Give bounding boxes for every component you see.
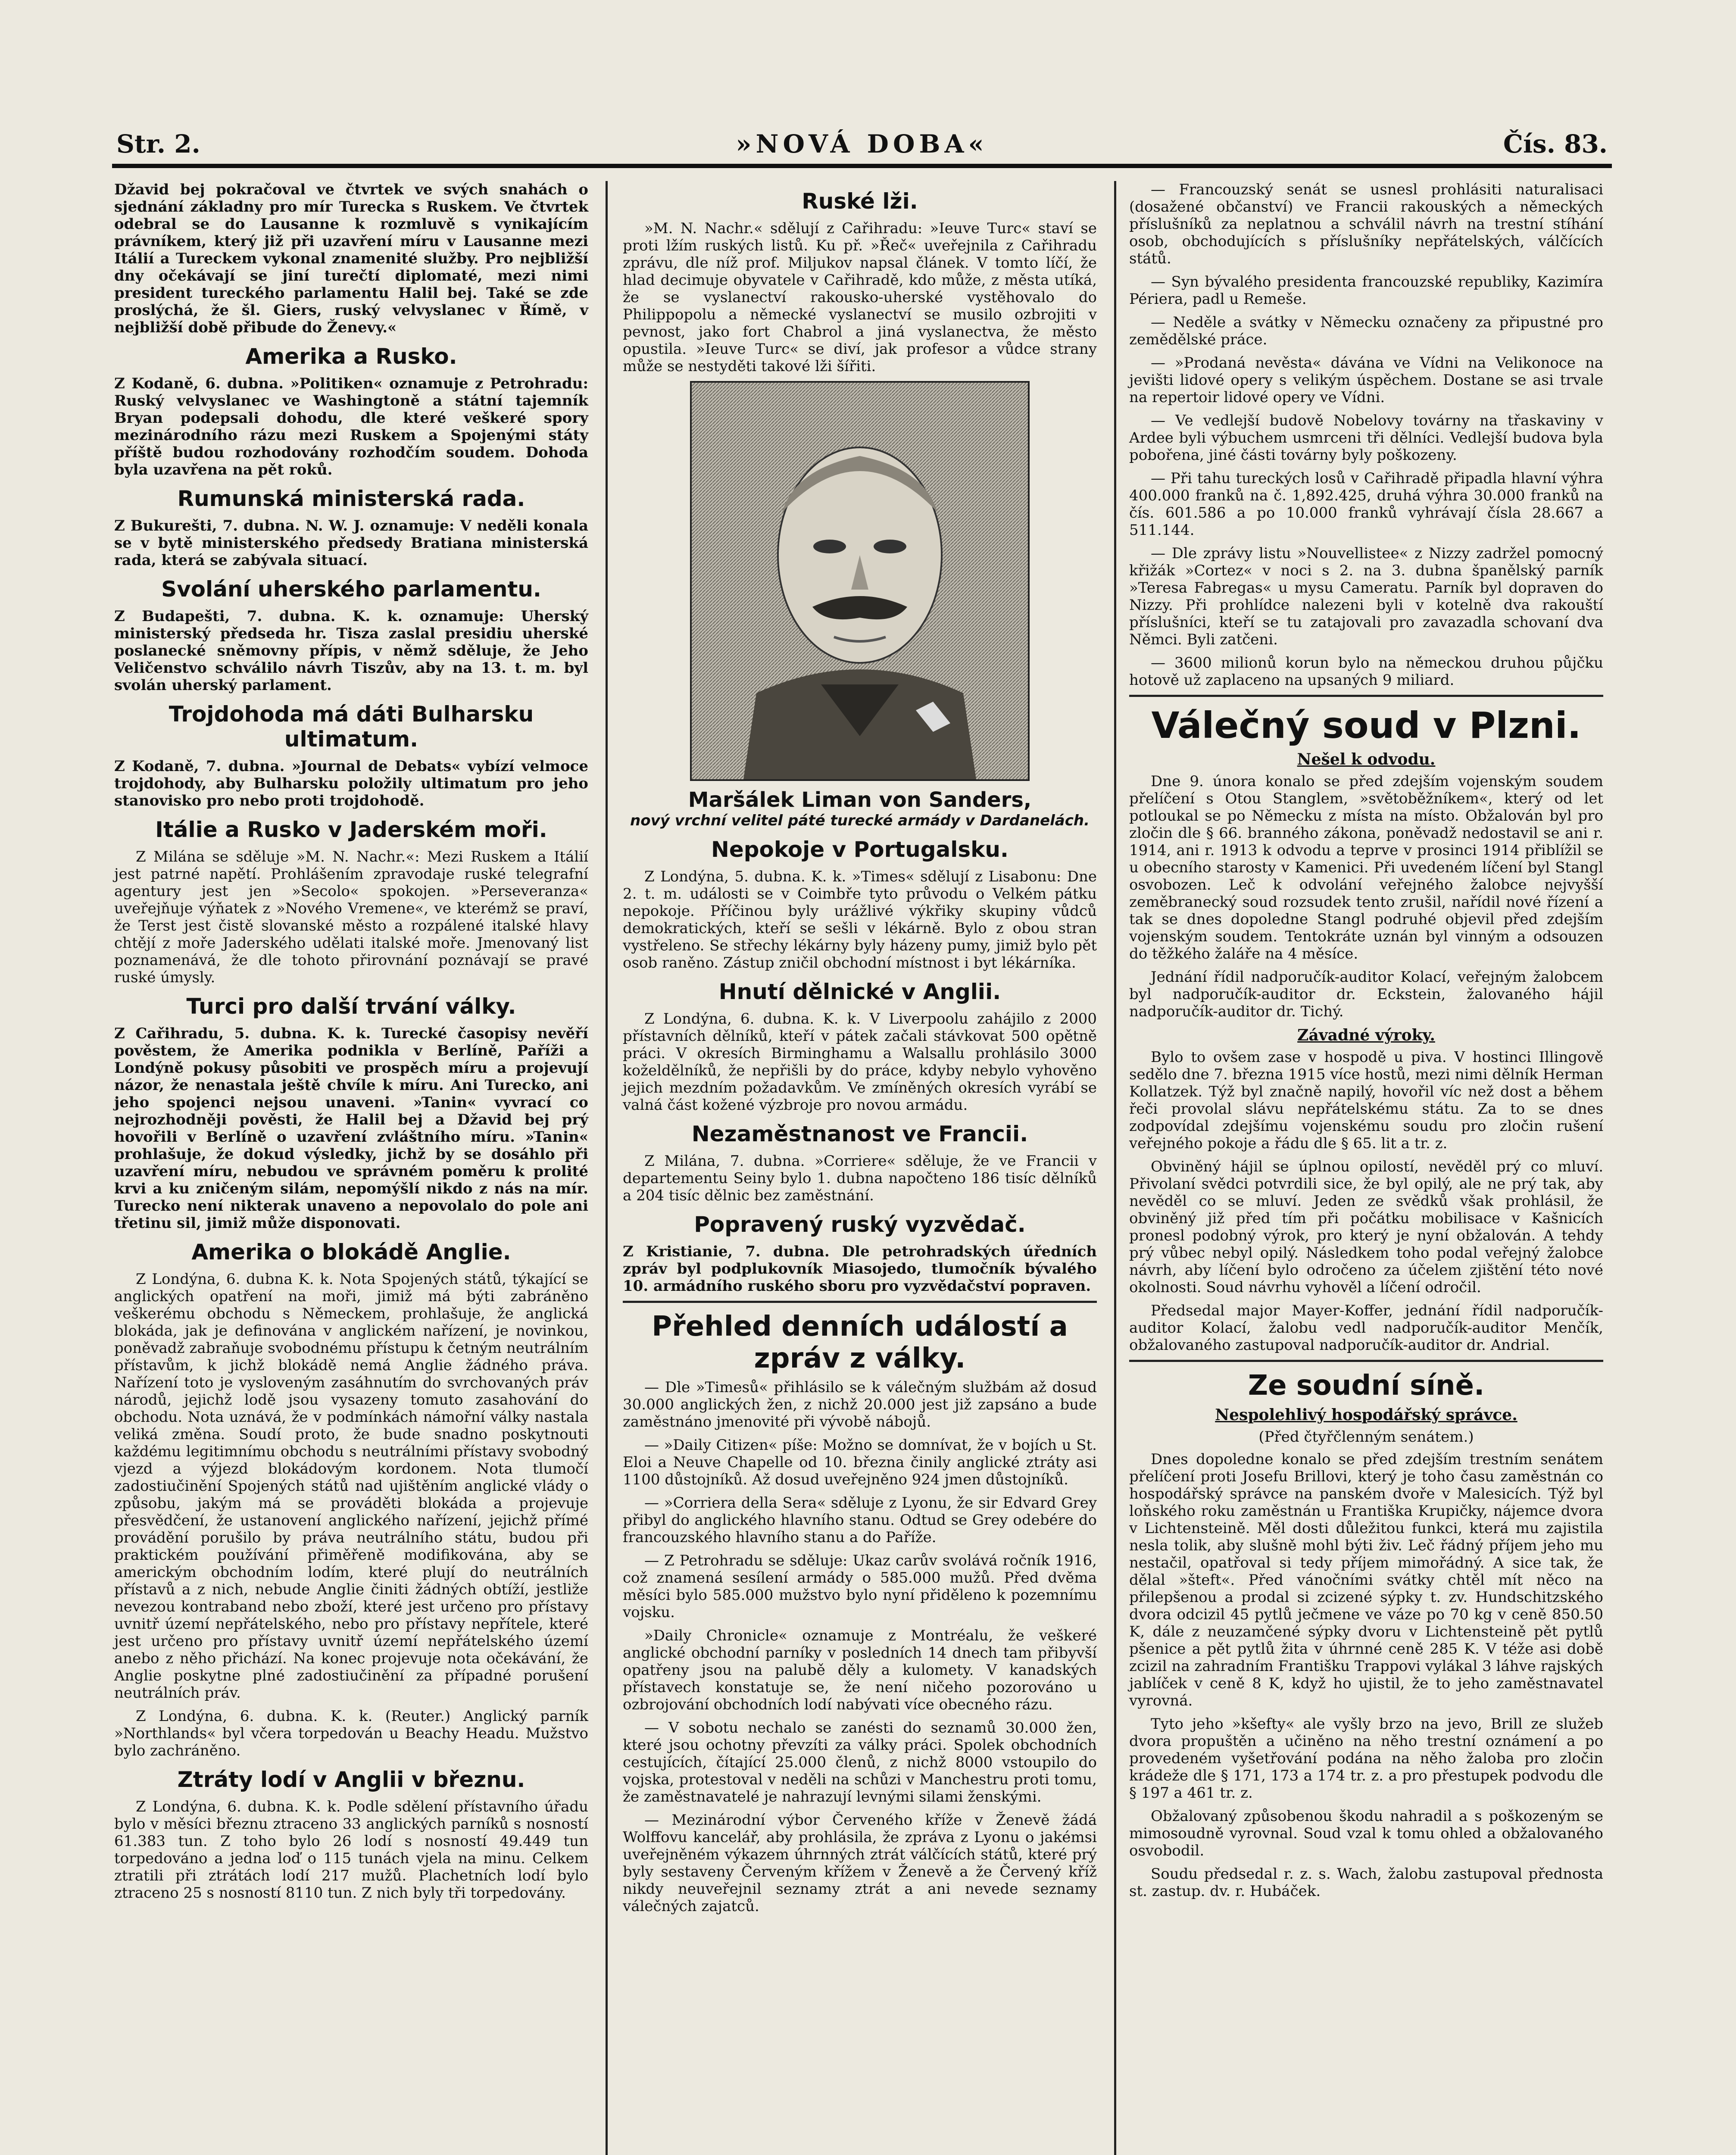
- lead-paragraph: Z Budapešti, 7. dubna. K. k. oznamuje: Uherský ministerský předseda hr. Tisza zaslal presidiu uherské poslanecké sněmovny přípis, v němž sděluje, že Jeho Veličenstvo schválilo návrh Tiszův, aby na 13. t. m. byl svolán uherský parlament.: [114, 608, 588, 694]
- masthead: [116, 125, 1608, 164]
- paragraph: — Mezinárodní výbor Červeného kříže v Ženevě žádá Wolffovu kancelář, aby prohlásila, že zpráva z Lyonu o jakémsi uveřejněném výkazem úhrnných ztrát válčících států, které prý byly sestaveny Červeným křížem v Ženevě a že Červený kříž nikdy neuveřejnil seznamy ztrát a ani nevede seznamy válečných zajatců.: [623, 1811, 1097, 1915]
- paragraph: Z Londýna, 6. dubna. K. k. Podle sdělení přístavního úřadu bylo v měsíci březnu ztraceno 33 anglických parníků s nosností 61.383 tun. Z toho bylo 26 lodí s nosností 49.449 tun torpedováno a jedna loď o 115 tunách vjela na minu. Celkem ztratili při ztrátách lodí 217 mužů. Plachetních lodí bylo ztraceno 25 s nosností 8110 tun. Z nich byly tři torpedovány.: [114, 1798, 588, 1902]
- lead-paragraph: Z Bukurešti, 7. dubna. N. W. J. oznamuje: V neděli konala se v bytě ministerského předsedy Bratiana ministerská rada, která se zabývala situací.: [114, 517, 588, 569]
- column-divider-2: [1114, 181, 1116, 2155]
- subheading: Nespolehlivý hospodářský správce.: [1215, 1406, 1517, 1424]
- lead-paragraph: Džavid bej pokračoval ve čtvrtek ve svých snahách o sjednání základny pro mír Turecka s Ruskem. Ve čtvrtek odebral se do Lausanne k rozmluvě s vynikajícím právníkem, který již při uzavření míru v Lausanne mezi Itálií a Tureckem vykonal znamenité služby. Pro nejbližší dny očekávají se jiní turečtí diplomaté, mezi nimi president tureckého parlamentu Halil bej. Také se zde proslýchá, že šl. Giers, ruský velvyslanec v Římě, v nejbližší době přibude do Ženevy.«: [114, 181, 588, 336]
- column-2: [623, 181, 1097, 1921]
- article-heading: Hnutí dělnické v Anglii.: [718, 979, 1001, 1004]
- article-heading: Amerika o blokádě Anglie.: [191, 1240, 511, 1265]
- paragraph: — Při tahu tureckých losů v Cařihradě připadla hlavní výhra 400.000 franků na č. 1,892.425, druhá výhra 30.000 franků na čís. 601.586 a po 10.000 franků vyhrávají čísla 28.667 a 511.144.: [1129, 470, 1603, 539]
- paragraph: Z Londýna, 5. dubna. K. k. »Times« sdělují z Lisabonu: Dne 2. t. m. události se v Coimbře tyto průvodu o Velkém pátku nepokoje. Příčinou byly urážlivé výkřiky skupiny vůdců demokratických, kteří se sešli v lékárně. Bylo z obou stran vystřeleno. Se střechy lékárny byly házeny pumy, jimiž bylo pět osob raněno. Zástup zničil obchodní místnost i byt lékárníka.: [623, 868, 1097, 971]
- article-heading: Itálie a Rusko v Jaderském moři.: [155, 817, 547, 842]
- article-heading: Rumunská ministerská rada.: [177, 486, 525, 511]
- column-3: [1129, 181, 1603, 1906]
- lead-paragraph: Z Kristianie, 7. dubna. Dle petrohradských úředních zpráv byl podplukovník Miasojedo, tlumočník bývalého 10. armádního ruského sboru pro vyzvědačství popraven.: [623, 1243, 1097, 1295]
- article-heading: Turci pro další trvání války.: [186, 994, 516, 1019]
- paragraph: — Dle zprávy listu »Nouvellistee« z Nizzy zadržel pomocný křižák »Cortez« v noci s 2. na 3. dubna španělský parník »Teresa Fabregas« u mysu Cameratu. Parník byl dopraven do Nizzy. Při prohlídce nalezeni byli v kotelně dva rakouští příslušníci, kteří se tu zatajovali pro zavazadla schovaní dva Němci. Byli zatčeni.: [1129, 545, 1603, 648]
- paragraph: Obviněný hájil se úplnou opilostí, nevěděl prý co mluví. Přivolaní svědci potvrdili sice, že byl opilý, ale ne prý tak, aby nevěděl co se mluví. Jeden ze svědků však prohlásil, že obviněný již před tím při počátku mobilisace v Kašnicích pronesl podobný výrok, pro který je nyní obžalován. A tehdy prý vůbec nebyl opilý. Následkem toho podal veřejný žalobce návrh, aby líčení bylo odročeno za účelem zjištění této nové okolnosti. Soud návrhu vyhověl a líčení odročil.: [1129, 1158, 1603, 1296]
- paragraph: Z Londýna, 6. dubna K. k. Nota Spojených států, týkající se anglických opatření na moři, jimiž má býti zabráněno veškerému obchodu s Německem, prohlašuje, že anglická blokáda, jak je definována v anglickém nařízení, je novinkou, poněvadž zabraňuje svobodnému přístupu k četným neutrálním přístavům, k jichž blokádě nemá Anglie žádného práva. Nařízení toto je vysloveným zasáhnutím do svrchovaných práv národů, jejichž lodě jsou vysazeny tomuto zasahování do obchodu. Nota uznává, že v podmínkách námořní války nastala veliká změna. Soudí proto, že bude snadno poskytnouti každému legitimnímu obchodu s neutrálními přístavy svobodný vjezd a výjezd blokádovým kordonem. Nota tlumočí zadostiučinění Spojených států nad ujištěním anglické vlády o způsobu, jakým má se prováděti blokáda a projevuje přesvědčení, že ustanovení anglického nařízení, jejichž přímé provádění porušilo by práva neutrálního státu, budou při praktickém používání přiměřeně modifikována, aby se americkým obchodním lodím, které plují do neutrálních přístavů a z nich, nebude Anglie činiti žádných obtíží, jestliže nevezou kontraband nebo zboží, které jest určeno pro přístavy uvnitř území nepřátelského, nebo pro přístavy nepřítele, které jest určeno pro přístavy uvnitř území nepřátelského území anebo z něho přichází. Na konec projevuje nota očekávání, že Anglie poskytne plné zadostiučinění za případné porušení neutrálních práv.: [114, 1271, 588, 1702]
- section-headline: Přehled denních událostí a zpráv z války.: [652, 1311, 1068, 1374]
- paragraph: — »Corriera della Sera« sděluje z Lyonu, že sir Edvard Grey přibyl do anglického hlavního stanu. Odtud se Grey odebére do francouzského hlavního stanu a do Paříže.: [623, 1494, 1097, 1546]
- subheading: Závadné výroky.: [1297, 1026, 1435, 1044]
- paragraph: Dnes dopoledne konalo se před zdejším trestním senátem přelíčení proti Josefu Brillovi, který je toho času zaměstnán co hospodářský správce na panském dvoře v Malesicích. Týž byl loňského roku zaměstnán u Františka Krupičky, nájemce dvora v Lichtensteině. Měl dosti důležitou funkci, která mu zajistila nesla tolik, aby slušně mohl býti živ. Leč řádný příjem jeho mu nestačil, opatřoval si tedy příjem mimořádný. A sice tak, že dělal »šteft«. Před vánočními svátky chtěl mít něco na přilepšenou a prodal si zcizené sýpky t. zv. Hundschitzského dvora odcizil 45 pytlů ječmene ve váze po 70 kg v ceně 850.50 K, dále z neuzamčené sýpky dvoru v Lichtensteině pět pytlů pšenice a pět pytlů žita v úhrnné ceně 285 K. V téže asi době zcizil na zahradním Františku Trappovi vylákal 3 láhve rajských jablíček v ceně 8 K, když ho ujistil, že to jeho zaměstnavatel vyrovná.: [1129, 1451, 1603, 1709]
- page-number: Str. 2.: [116, 129, 200, 159]
- paragraph: Z Milána, 7. dubna. »Corriere« sděluje, že ve Francii v departementu Seiny bylo 1. dubna napočteno 186 tisíc dělníků a 204 tisíc dělnic bez zaměstnání.: [623, 1152, 1097, 1204]
- paragraph: Bylo to ovšem zase v hospodě u piva. V hostinci Illingově sedělo dne 7. března 1915 více hostů, mezi nimi dělník Herman Kollatzek. Týž byl značně napilý, hovořil víc než dost a během řeči provolal slávu nepřátelskému státu. Za to se dnes zodpovídal zdejšímu vojenskému soudu pro zločin rušení veřejného pokoje a řádu dle § 65. lit a tr. z.: [1129, 1049, 1603, 1152]
- paragraph: — Dle »Timesů« přihlásilo se k válečným službám až dosud 30.000 anglických žen, z nichž 20.000 jest již zapsáno a bude zaměstnáno jmenovité při vývobě nábojů.: [623, 1379, 1097, 1430]
- newspaper-title: »NOVÁ DOBA«: [736, 129, 988, 159]
- paragraph: Tyto jeho »kšefty« ale vyšly brzo na jevo, Brill ze služeb dvora propuštěn a učiněno na něho trestní oznámení a po provedeném vyšetřování podána na něho žaloba pro zločin krádeže dle § 171, 173 a 174 tr. z. a pro přestupek podvodu dle § 197 a 461 tr. z.: [1129, 1715, 1603, 1802]
- paragraph: — Francouzský senát se usnesl prohlásiti naturalisaci (dosažené občanství) ve Francii rakouských a německých příslušníků za neplatnou a schválil návrh na trestní stíhání osob, obchodujících s příslušníky nepřátelských, válčících států.: [1129, 181, 1603, 267]
- issue-number: Čís. 83.: [1503, 129, 1608, 159]
- lead-paragraph: Z Cařihradu, 5. dubna. K. k. Turecké časopisy nevěří pověstem, že Amerika podnikla v Berlíně, Paříži a Londýně pokusy působiti ve prospěch míru a projevují názor, že nenastala ještě chvíle k míru. Ani Turecko, ani jeho spojenci nejsou unaveni. »Tanin« vyvrací co nejrozhodněji pověsti, že Halil bej a Džavid bej prý hovořili v Berlíně o uzavření zvláštního míru. »Tanin« prohlašuje, že dokud výsledky, jichž by se dosáhlo při uzavření míru, nebudou ve správném poměru k prolité krvi a ku zničeným silám, nepomýšlí nikdo z nás na mír. Turecko není nikterak unaveno a nepovolalo do pole ani třetinu sil, jimiž může disponovati.: [114, 1025, 588, 1232]
- section-rule: [1129, 695, 1603, 697]
- subheading-note: (Před čtyřčlenným senátem.): [1258, 1428, 1474, 1446]
- paragraph: Soudu předsedal r. z. s. Wach, žalobu zastupoval přednosta st. zastup. dv. r. Hubáček.: [1129, 1865, 1603, 1900]
- section-rule: [1129, 1360, 1603, 1362]
- paragraph: Dne 9. února konalo se před zdejším vojenským soudem přelíčení s Otou Stanglem, »světoběžníkem«, který od let potloukal se po Německu z místa na místo. Obžalován byl pro zločin dle § 66. branného zákona, poněvadž nedostavil se ani r. 1914, ani r. 1913 k odvodu a teprve v prosinci 1914 přiblížil se u obecního starosty v Kamenici. Při uvedeném líčení byl Stangl osvobozen. Leč k odvolání veřejného žalobce nejvyšší zeměbranecký soud rozsudek tento zrušil, nařídil nové řízení a tak se dnes dopoledne Stangl podruhé objevil před zdejším vojenským soudem. Tentokráte uznán byl vinným a odsouzen do těžkého žaláře na 4 měsíce.: [1129, 773, 1603, 962]
- paragraph: — Ve vedlejší budově Nobelovy továrny na třaskaviny v Ardee byli výbuchem usmrceni tři dělníci. Vedlejší budova byla pobořena, jiné části továrny byly poškozeny.: [1129, 412, 1603, 464]
- portrait-image: [690, 381, 1030, 781]
- column-1: [114, 181, 588, 1908]
- main-headline: Válečný soud v Plzni.: [1151, 704, 1581, 746]
- paragraph: Z Londýna, 6. dubna. K. k. V Liverpoolu zahájilo z 2000 přístavních dělníků, kteří v pátek začali stávkovat 500 opětně práci. V okresích Birminghamu a Walsallu prohlásilo 3000 koželdělníků, že nepřišli by do práce, kdyby nebylo vyhověno jejich mezdním požadavkům. Ve zmíněných okresích vyrábí se valná část kožené výzbroje pro novou armádu.: [623, 1010, 1097, 1114]
- column-divider-1: [606, 181, 608, 2155]
- paragraph: — 3600 milionů korun bylo na německou druhou půjčku hotově už zaplaceno na upsaných 9 miliard.: [1129, 654, 1603, 689]
- paragraph: — Syn bývalého presidenta francouzské republiky, Kazimíra Périera, padl u Remeše.: [1129, 273, 1603, 308]
- paragraph: Jednání řídil nadporučík-auditor Kolací, veřejným žalobcem byl nadporučík-auditor dr. Eckstein, žalovaného hájil nadporučík-auditor dr. Tichý.: [1129, 968, 1603, 1020]
- lead-paragraph: Z Kodaně, 7. dubna. »Journal de Debats« vybízí velmoce trojdohody, aby Bulharsku položily ultimatum pro jeho stanovisko pro nebo proti trojdohodě.: [114, 758, 588, 809]
- article-heading: Nezaměstnanost ve Francii.: [691, 1121, 1028, 1146]
- article-heading: Popravený ruský vyzvědač.: [694, 1212, 1026, 1237]
- portrait-caption-title: nový vrchní velitel páté turecké armády v Dardanelách.: [630, 812, 1090, 829]
- paragraph: Z Londýna, 6. dubna. K. k. (Reuter.) Anglický parník »Northlands« byl včera torpedován u Beachy Headu. Mužstvo bylo zachráněno.: [114, 1708, 588, 1759]
- article-heading: Trojdohoda má dáti Bulharsku ultimatum.: [169, 702, 534, 752]
- article-heading: Svolání uherského parlamentu.: [161, 577, 541, 602]
- section-headline: Ze soudní síně.: [1248, 1370, 1485, 1402]
- section-rule: [623, 1301, 1097, 1303]
- article-heading: Nepokoje v Portugalsku.: [711, 837, 1009, 862]
- paragraph: — V sobotu nechalo se zanésti do seznamů 30.000 žen, které jsou ochotny převzíti za války práci. Spolek obchodních cestujících, čítající 25.000 členů, z nichž 8000 vstoupilo do vojska, protestoval v neděli na schůzi v Manchestru proti tomu, že zaměstnavatelé je nahrazují levnými silami ženskými.: [623, 1719, 1097, 1805]
- paragraph: — »Prodaná nevěsta« dávána ve Vídni na Velikonoce na jevišti lidové opery s velikým úspěchem. Dostane se asi trvale na repertoir lidové opery ve Vídni.: [1129, 354, 1603, 406]
- lead-paragraph: Z Kodaně, 6. dubna. »Politiken« oznamuje z Petrohradu: Ruský velvyslanec ve Washingtoně a státní tajemník Bryan podepsali dohodu, dle které veškeré spory mezinárodního rázu mezi Ruskem a Spojenými státy příště budou rozhodovány rozhodčím soudem. Dohoda byla uzavřena na pět roků.: [114, 375, 588, 478]
- subheading: Nešel k odvodu.: [1297, 750, 1436, 768]
- paragraph: Z Milána se sděluje »M. N. Nachr.«: Mezi Ruskem a Itálií jest patrné napětí. Prohlášením zpravodaje ruské telegrafní agentury jest jen »Secolo« spokojen. »Perseveranza« uveřejňuje výňatek z »Nového Vremene«, ve kterémž se praví, že Terst jest čistě slovanské město a rozpálené italské hlavy chtějí z moře Jaderského udělati italské moře. Jmenovaný list poznamenává, že dle tohoto přirovnání poznávají se pravé ruské úmysly.: [114, 848, 588, 986]
- paragraph: »Daily Chronicle« oznamuje z Montréalu, že veškeré anglické obchodní parníky v posledních 14 dnech tam přibyvší opatřeny jsou na palubě děly a kulomety. V kanadských přístavech konstatuje se, že není ničeho pozorováno u ozbrojování obchodních lodí nabývati více obecného rázu.: [623, 1627, 1097, 1713]
- paragraph: — »Daily Citizen« píše: Možno se domnívat, že v bojích u St. Eloi a Neuve Chapelle od 10. března činily anglické ztráty asi 1100 důstojníků. Až dosud uveřejněno 924 jmen důstojníků.: [623, 1437, 1097, 1488]
- paragraph: »M. N. Nachr.« sdělují z Cařihradu: »Ieuve Turc« staví se proti lžím ruských listů. Ku př. »Řeč« uveřejnila z Cařihradu zprávu, dle níž prof. Miljukov napsal článek. V tomto líčí, že hlad decimuje obyvatele v Cařihradě, kdo může, z města utíká, že se vyslanectví rakousko-uherské vystěhovalo do Philippopolu a německé vyslanectví se musilo ozbrojiti v pevnost, jako fort Chabrol a jiná vyslanectva, že město opustila. »Ieuve Turc« se diví, jak profesor a vůdce strany může se nestyděti takové lži šířiti.: [623, 220, 1097, 375]
- paragraph: — Z Petrohradu se sděluje: Ukaz carův svolává ročník 1916, což znamená sesílení armády o 585.000 mužů. Před dvěma měsíci bylo 585.000 mužstvo bylo nyní přiděleno k pozemnímu vojsku.: [623, 1552, 1097, 1621]
- paragraph: Předsedal major Mayer-Koffer, jednání řídil nadporučík-auditor Kolací, žalobu vedl nadporučík-auditor Menčík, obžalovaného zastupoval nadporučík-auditor dr. Andrial.: [1129, 1302, 1603, 1354]
- portrait-caption-name: Maršálek Liman von Sanders,: [688, 788, 1032, 812]
- article-heading: Ztráty lodí v Anglii v březnu.: [177, 1767, 525, 1792]
- paragraph: Obžalovaný způsobenou škodu nahradil a s poškozeným se mimosoudně vyrovnal. Soud vzal k tomu ohled a obžalovaného osvobodil.: [1129, 1808, 1603, 1859]
- header-rule: [112, 164, 1612, 168]
- paragraph: — Neděle a svátky v Německu označeny za připustné pro zemědělské práce.: [1129, 314, 1603, 348]
- article-heading: Amerika a Rusko.: [245, 344, 457, 369]
- article-heading: Ruské lži.: [802, 189, 918, 214]
